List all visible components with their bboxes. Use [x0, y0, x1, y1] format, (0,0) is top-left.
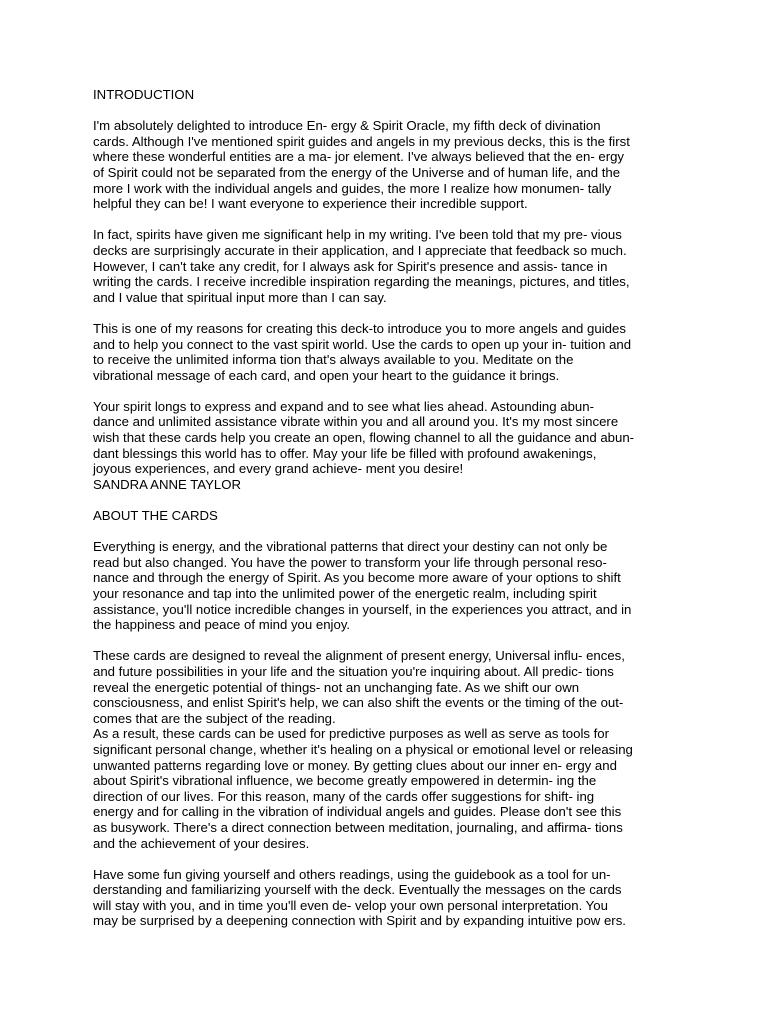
- text-line: to receive the unlimited informa tion that's always available to you. Meditate on the: [93, 352, 574, 368]
- text-line: vibrational message of each card, and open your heart to the guidance it brings.: [93, 367, 560, 383]
- text-line: where these wonderful entities are a ma- jor element. I've always believed that the en- ergy: [93, 149, 625, 165]
- text-line: decks are surprisingly accurate in their application, and I appreciate that feedback so much.: [93, 242, 627, 258]
- text-line: significant personal change, whether it's healing on a physical or emotional level or releasing: [93, 741, 633, 757]
- text-line: direction of our lives. For this reason, many of the cards offer suggestions for shift- ing: [93, 788, 595, 804]
- text-line: of Spirit could not be separated from the energy of the Universe and of human life, and the: [93, 164, 621, 180]
- text-line: This is one of my reasons for creating this deck-to introduce you to more angels and guides: [93, 320, 626, 336]
- paragraph-spacer: [93, 633, 683, 649]
- paragraph-spacer: [93, 103, 683, 119]
- text-line: and to help you connect to the vast spirit world. Use the cards to open up your in- tuition and: [93, 336, 632, 352]
- text-line: as busywork. There's a direct connection between meditation, journaling, and affirma- tions: [93, 819, 623, 835]
- text-line: Your spirit longs to express and expand and to see what lies ahead. Astounding abun-: [93, 398, 594, 414]
- text-line: helpful they can be! I want everyone to experience their incredible support.: [93, 196, 528, 212]
- paragraph: [93, 399, 683, 493]
- text-line: comes that are the subject of the reading.: [93, 710, 336, 726]
- text-line: Have some fun giving yourself and others readings, using the guidebook as a tool for un-: [93, 866, 611, 882]
- paragraph: [93, 539, 683, 633]
- paragraph: [93, 867, 683, 929]
- text-line: and the achievement of your desires.: [93, 835, 310, 851]
- text-line: As a result, these cards can be used for predictive purposes as well as serve as tools for: [93, 726, 610, 742]
- text-line: the happiness and peace of mind you enjoy.: [93, 617, 351, 633]
- paragraph: [93, 227, 683, 305]
- paragraph: [93, 118, 683, 212]
- paragraph-spacer: [93, 524, 683, 540]
- paragraph: [93, 648, 683, 851]
- text-line: consciousness, and enlist Spirit's help, we can also shift the events or the timing of the out-: [93, 695, 624, 711]
- text-line: These cards are designed to reveal the alignment of present energy, Universal influ- ences,: [93, 648, 625, 664]
- text-line: writing the cards. I receive incredible inspiration regarding the meanings, pictures, and titles,: [93, 274, 630, 290]
- text-line: will stay with you, and in time you'll even de- velop your own personal interpretation. You: [93, 897, 608, 913]
- paragraph-spacer: [93, 492, 683, 508]
- text-line: reveal the energetic potential of things- not an unchanging fate. As we shift our own: [93, 679, 580, 695]
- text-line: INTRODUCTION: [93, 87, 195, 102]
- paragraph-spacer: [93, 851, 683, 867]
- text-line: may be surprised by a deepening connection with Spirit and by expanding intuitive pow ers.: [93, 913, 626, 929]
- text-line: dance and unlimited assistance vibrate within you and all around you. It's my most sincere: [93, 414, 619, 430]
- text-line: ABOUT THE CARDS: [93, 508, 218, 524]
- text-line: more I work with the individual angels and guides, the more I realize how monumen- tally: [93, 180, 612, 196]
- text-line: nance and through the energy of Spirit. As you become more aware of your options to shift: [93, 570, 621, 586]
- heading-introduction: [93, 87, 683, 103]
- document-page: [93, 87, 683, 929]
- text-line: unwanted patterns regarding love or money. By getting clues about our inner en- ergy and: [93, 757, 617, 773]
- text-line: your resonance and tap into the unlimited power of the energetic realm, including spirit: [93, 586, 597, 601]
- text-line: wish that these cards help you create an open, flowing channel to all the guidance and abun-: [93, 430, 635, 446]
- text-line: cards. Although I've mentioned spirit guides and angels in my previous decks, this is the first: [93, 133, 630, 149]
- text-line: derstanding and familiarizing yourself with the deck. Eventually the messages on the cards: [93, 882, 622, 898]
- paragraph: [93, 321, 683, 383]
- text-line: dant blessings this world has to offer. May your life be filled with profound awakenings,: [93, 445, 597, 461]
- paragraph-spacer: [93, 305, 683, 321]
- text-line: about Spirit's vibrational influence, we become greatly empowered in determin- ing the: [93, 773, 597, 789]
- text-line: and I value that spiritual input more than I can say.: [93, 289, 387, 305]
- text-line: energy and for calling in the vibration of individual angels and guides. Please don't see this: [93, 804, 622, 820]
- text-line: SANDRA ANNE TAYLOR: [93, 476, 242, 492]
- text-line: read but also changed. You have the power to transform your life through personal reso-: [93, 554, 607, 570]
- paragraph-spacer: [93, 212, 683, 228]
- text-line: However, I can't take any credit, for I always ask for Spirit's presence and assis- tance in: [93, 258, 608, 274]
- paragraph-spacer: [93, 383, 683, 399]
- heading-about-the-cards: [93, 508, 683, 524]
- text-line: assistance, you'll notice incredible changes in yourself, in the experiences you attract, and in: [93, 601, 632, 617]
- text-line: joyous experiences, and every grand achieve- ment you desire!: [93, 461, 464, 477]
- text-line: Everything is energy, and the vibrational patterns that direct your destiny can not only be: [93, 539, 608, 555]
- text-line: and future possibilities in your life and the situation you're inquiring about. All predic- tions: [93, 663, 614, 679]
- text-line: In fact, spirits have given me significant help in my writing. I've been told that my pre- vious: [93, 227, 622, 243]
- text-line: I'm absolutely delighted to introduce En- ergy & Spirit Oracle, my fifth deck of divination: [93, 118, 601, 134]
